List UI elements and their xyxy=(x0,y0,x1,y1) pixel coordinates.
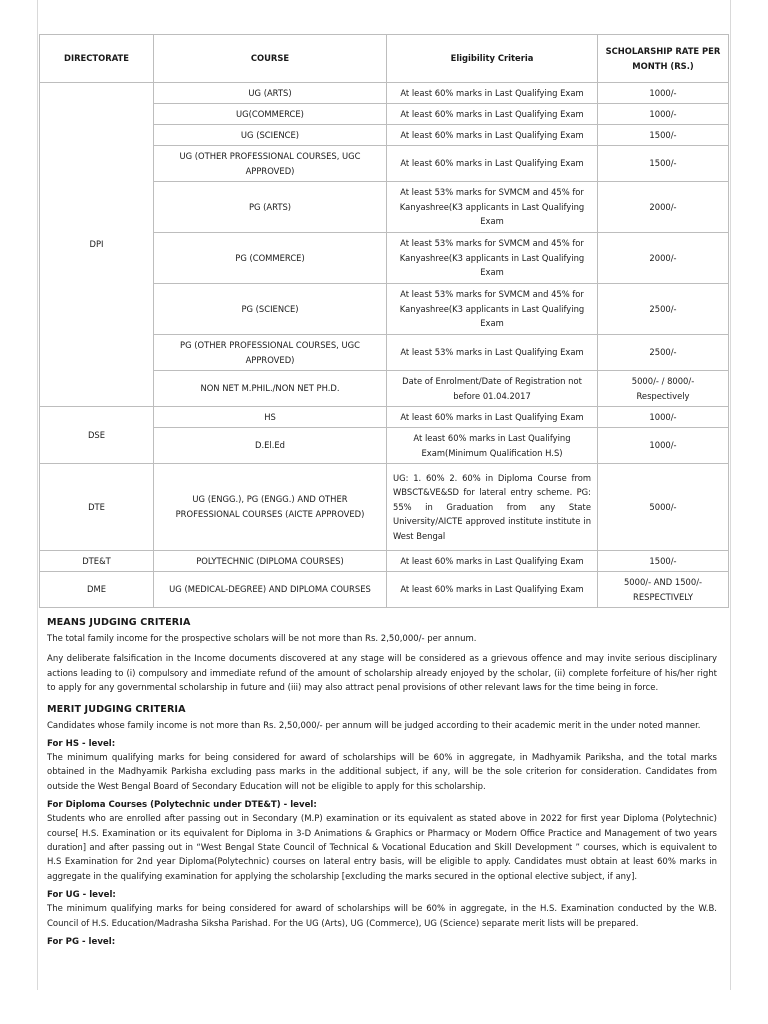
course-cell: HS xyxy=(154,407,387,428)
directorate-dme: DME xyxy=(40,572,154,608)
diploma-level-title: For Diploma Courses (Polytechnic under DTE&T) - level: xyxy=(47,800,317,811)
course-cell: UG (MEDICAL-DEGREE) AND DIPLOMA COURSES xyxy=(154,572,387,608)
rate-cell: 1500/- xyxy=(598,125,729,146)
course-cell: PG (ARTS) xyxy=(154,182,387,233)
rate-cell: 1000/- xyxy=(598,428,729,464)
table-row xyxy=(40,83,729,104)
course-cell: D.El.Ed xyxy=(154,428,387,464)
means-income-paragraph: The total family income for the prospective scholars will be not more than Rs. 2,50,000/- per annum. xyxy=(47,634,477,644)
rate-cell: 1500/- xyxy=(598,146,729,182)
criteria-cell: At least 53% marks for SVMCM and 45% for Kanyashree(K3 applicants in Last Qualifying Exam xyxy=(387,284,598,335)
hs-level-title: For HS - level: xyxy=(47,739,116,750)
table-row xyxy=(40,572,729,608)
rate-cell: 2000/- xyxy=(598,233,729,284)
criteria-cell: At least 60% marks in Last Qualifying Exam xyxy=(387,551,598,572)
course-cell: PG (SCIENCE) xyxy=(154,284,387,335)
header-course: COURSE xyxy=(154,35,387,83)
course-cell: UG(COMMERCE) xyxy=(154,104,387,125)
criteria-cell: At least 60% marks in Last Qualifying Exam xyxy=(387,572,598,608)
directorate-dpi: DPI xyxy=(40,83,154,407)
directorate-dte: DTE xyxy=(40,464,154,551)
course-cell: UG (ENGG.), PG (ENGG.) AND OTHER PROFESSIONAL COURSES (AICTE APPROVED) xyxy=(154,464,387,551)
rate-cell: 1000/- xyxy=(598,407,729,428)
criteria-cell: At least 60% marks in Last Qualifying Exam xyxy=(387,83,598,104)
table-row xyxy=(40,551,729,572)
rate-cell: 2500/- xyxy=(598,284,729,335)
course-cell: PG (OTHER PROFESSIONAL COURSES, UGC APPROVED) xyxy=(154,335,387,371)
hs-level-paragraph: The minimum qualifying marks for being considered for award of scholarships will be 60% in aggregate, in Madhyamik Pariksha, and the total marks obtained in the Madhyamik Parkisha excluding pass marks in the additional subject, if any, will be the sole criterion for consideration. Candidates from outside the West Bengal Board of Secondary Education will not be eligible to apply for this scholarship. xyxy=(47,753,717,792)
rate-cell: 2500/- xyxy=(598,335,729,371)
criteria-cell: At least 60% marks in Last Qualifying Exam xyxy=(387,125,598,146)
criteria-cell: At least 53% marks in Last Qualifying Exam xyxy=(387,335,598,371)
directorate-dtet: DTE&T xyxy=(40,551,154,572)
course-cell: UG (SCIENCE) xyxy=(154,125,387,146)
rate-cell: 2000/- xyxy=(598,182,729,233)
header-directorate: DIRECTORATE xyxy=(40,35,154,83)
table-row xyxy=(40,407,729,428)
diploma-level-paragraph: Students who are enrolled after passing out in Secondary (M.P) examination or its equivalent as stated above in 2022 for first year Diploma (Polytechnic) course[ H.S. Examination or its equivalent for Diploma in 3-D Animations & Graphics or Pharmacy or Modern Office Practice and Management of two years duration] and after passing out in “West Bengal State Council of Technical & Vocational Education and Skill Development ” courses, which is equivalent to H.S Examination for 2nd year Diploma(Polytechnic) courses on lateral entry basis, will be eligible to apply. Candidates must obtain at least 60% marks in aggregate in the qualifying examination for applying the scholarship [excluding the marks secured in the optional elective subject, if any]. xyxy=(47,814,717,882)
criteria-section xyxy=(47,617,717,949)
rate-cell: 5000/- / 8000/- Respectively xyxy=(598,371,729,407)
rate-cell: 5000/- AND 1500/- RESPECTIVELY xyxy=(598,572,729,608)
scholarship-table xyxy=(39,34,729,608)
rate-cell: 1000/- xyxy=(598,83,729,104)
merit-heading: MERIT JUDGING CRITERIA xyxy=(47,703,186,715)
table-header-row xyxy=(40,35,729,83)
pg-level-title: For PG - level: xyxy=(47,937,116,948)
course-cell: NON NET M.PHIL./NON NET PH.D. xyxy=(154,371,387,407)
table-row xyxy=(40,464,729,551)
course-cell: PG (COMMERCE) xyxy=(154,233,387,284)
criteria-cell: At least 53% marks for SVMCM and 45% for Kanyashree(K3 applicants in Last Qualifying Exam xyxy=(387,182,598,233)
criteria-cell: At least 60% marks in Last Qualifying Exam(Minimum Qualification H.S) xyxy=(387,428,598,464)
criteria-cell: At least 60% marks in Last Qualifying Exam xyxy=(387,407,598,428)
criteria-cell: At least 60% marks in Last Qualifying Exam xyxy=(387,146,598,182)
header-eligibility: Eligibility Criteria xyxy=(387,35,598,83)
criteria-cell: UG: 1. 60% 2. 60% in Diploma Course from WBSCT&VE&SD for lateral entry scheme. PG: 55% in Graduation from any State University/AICTE approved institute institute in West Bengal xyxy=(387,464,598,551)
means-falsification-paragraph: Any deliberate falsification in the Income documents discovered at any stage will be considered as a grievous offence and may invite serious disciplinary actions leading to (i) compulsory and immediate refund of the amount of scholarship already enjoyed by the scholar, (ii) complete forfeiture of his/her right to apply for any governmental scholarship in future and (iii) may also attract penal provisions of other relevant laws for the time being in force. xyxy=(47,654,717,694)
page-edge-right xyxy=(730,0,731,990)
document-page xyxy=(37,34,730,949)
criteria-cell: Date of Enrolment/Date of Registration not before 01.04.2017 xyxy=(387,371,598,407)
ug-level-title: For UG - level: xyxy=(47,890,116,901)
header-rate: SCHOLARSHIP RATE PER MONTH (RS.) xyxy=(598,35,729,83)
course-cell: UG (ARTS) xyxy=(154,83,387,104)
directorate-dse: DSE xyxy=(40,407,154,464)
merit-intro-paragraph: Candidates whose family income is not more than Rs. 2,50,000/- per annum will be judged according to their academic merit in the under noted manner. xyxy=(47,720,701,731)
rate-cell: 5000/- xyxy=(598,464,729,551)
course-cell: POLYTECHNIC (DIPLOMA COURSES) xyxy=(154,551,387,572)
ug-level-paragraph: The minimum qualifying marks for being considered for award of scholarships will be 60% in aggregate, in the H.S. Examination conducted by the W.B. Council of H.S. Education/Madrasha Siksha Parishad. For the UG (Arts), UG (Commerce), UG (Science) separate merit lists will be prepared. xyxy=(47,904,717,929)
criteria-cell: At least 60% marks in Last Qualifying Exam xyxy=(387,104,598,125)
means-heading: MEANS JUDGING CRITERIA xyxy=(47,617,191,628)
rate-cell: 1000/- xyxy=(598,104,729,125)
criteria-cell: At least 53% marks for SVMCM and 45% for Kanyashree(K3 applicants in Last Qualifying Exam xyxy=(387,233,598,284)
rate-cell: 1500/- xyxy=(598,551,729,572)
course-cell: UG (OTHER PROFESSIONAL COURSES, UGC APPROVED) xyxy=(154,146,387,182)
